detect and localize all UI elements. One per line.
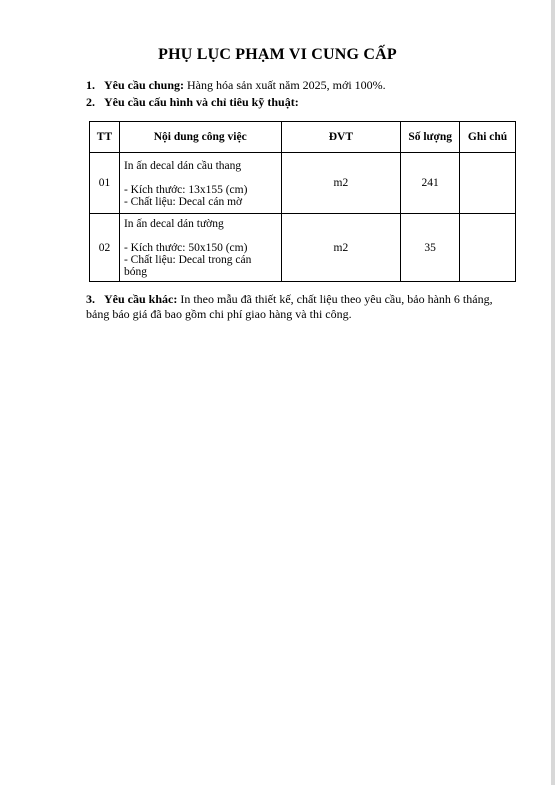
requirement-label: Yêu cầu cấu hình và chỉ tiêu kỹ thuật: xyxy=(104,95,299,109)
cell-note xyxy=(460,214,516,282)
cell-unit: m2 xyxy=(281,214,401,282)
requirement-text: Hàng hóa sản xuất năm 2025, mới 100%. xyxy=(184,78,386,92)
requirement-number: 2. xyxy=(86,95,95,109)
requirement-number: 3. xyxy=(86,292,95,306)
content-line: - Kích thước: 13x155 (cm) xyxy=(123,183,248,196)
header-tt: TT xyxy=(90,122,120,153)
document-title: PHỤ LỤC PHẠM VI CUNG CẤP xyxy=(158,46,397,63)
requirement-number: 1. xyxy=(86,78,95,92)
requirement-label: Yêu cầu khác: xyxy=(104,292,178,306)
header-unit: ĐVT xyxy=(281,122,401,153)
header-quantity: Số lượng xyxy=(401,122,460,153)
header-note: Ghi chú xyxy=(460,122,516,153)
content-line: In ấn decal dán cầu thang xyxy=(123,159,242,172)
cell-quantity: 241 xyxy=(401,153,460,214)
table-row xyxy=(90,153,516,214)
cell-quantity: 35 xyxy=(401,214,460,282)
content-line: - Chất liệu: Decal cán mờ xyxy=(123,195,243,208)
table-header-row xyxy=(90,122,516,153)
cell-content xyxy=(119,153,281,214)
page-edge xyxy=(551,0,555,785)
requirement-other xyxy=(86,292,516,322)
table-row xyxy=(90,214,516,282)
cell-note xyxy=(460,153,516,214)
content-line: - Chất liệu: Decal trong cán bóng xyxy=(123,254,252,278)
requirement-label: Yêu cầu chung: xyxy=(104,78,185,92)
content-line: - Kích thước: 50x150 (cm) xyxy=(123,242,248,254)
requirement-technical xyxy=(86,95,299,110)
requirement-text: In theo mẫu đã thiết kế, chất liệu theo yêu cầu, bảo hành 6 tháng, bảng báo giá đã bao gồm chi phí giao hàng và thi công. xyxy=(86,292,493,321)
cell-content xyxy=(119,214,281,282)
requirement-general xyxy=(86,78,386,93)
header-content: Nội dung công việc xyxy=(119,122,281,153)
content-line: In ấn decal dán tường xyxy=(123,218,224,230)
cell-tt: 02 xyxy=(90,214,120,282)
scope-table xyxy=(89,121,516,282)
cell-tt: 01 xyxy=(90,153,120,214)
cell-unit: m2 xyxy=(281,153,401,214)
